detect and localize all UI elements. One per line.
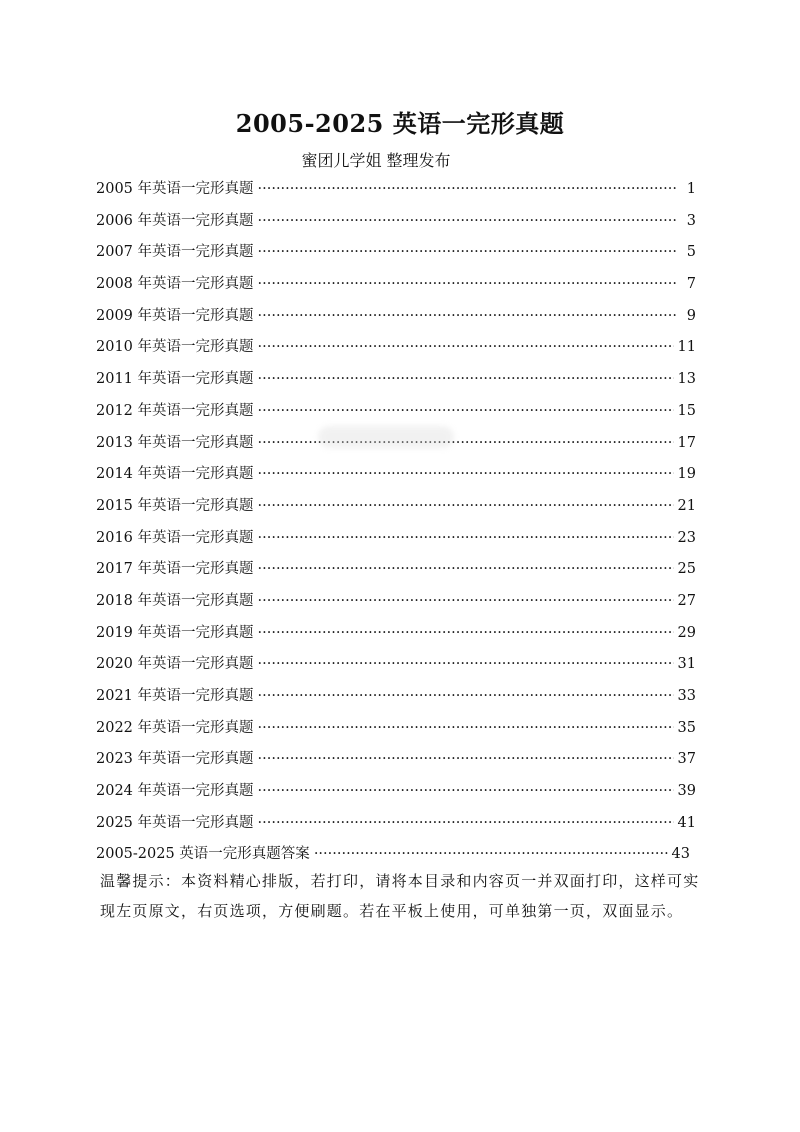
dot-leader: [258, 269, 676, 301]
dot-leader: [258, 649, 674, 681]
toc-page-number: 27: [677, 592, 696, 609]
dot-leader: [258, 459, 674, 491]
toc-entry-label: 2005-2025 英语一完形真题答案: [96, 846, 310, 863]
toc-entry-label: 2017 年英语一完形真题: [96, 561, 254, 578]
printing-tip: 温馨提示：本资料精心排版，若打印，请将本目录和内容页一并双面打印，这样可实现左页原文，右页选项，方便刷题。若在平板上使用，可单独第一页，双面显示。: [100, 872, 700, 920]
dot-leader: [258, 776, 674, 808]
toc-page-number: 35: [677, 719, 696, 736]
toc-entry-2025[interactable]: [96, 808, 696, 840]
toc-page-number: 17: [677, 434, 696, 451]
toc-entry-label: 2021 年英语一完形真题: [96, 688, 254, 704]
toc-entry-2023[interactable]: [96, 744, 696, 776]
toc-entry-label: 2018 年英语一完形真题: [96, 592, 254, 609]
dot-leader: [258, 808, 674, 840]
dot-leader: [258, 206, 676, 238]
dot-leader: [258, 554, 674, 586]
toc-entry-2019[interactable]: [96, 618, 696, 650]
toc-page-number: 9: [686, 307, 696, 324]
dot-leader: [258, 713, 674, 745]
toc-entry-2021[interactable]: [96, 681, 696, 713]
dot-leader: [258, 332, 674, 364]
toc-entry-2016[interactable]: [96, 523, 696, 555]
toc-entry-label: 2013 年英语一完形真题: [96, 434, 254, 451]
toc-entry-label: 2009 年英语一完形真题: [96, 307, 254, 324]
toc-page-number: 7: [686, 276, 696, 293]
dot-leader: [258, 586, 674, 618]
toc-entry-label: 2008 年英语一完形真题: [96, 276, 254, 293]
table-of-contents: [96, 174, 696, 871]
toc-entry-2008[interactable]: [96, 269, 696, 301]
toc-entry-2022[interactable]: [96, 713, 696, 745]
toc-entry-2017[interactable]: [96, 554, 696, 586]
dot-leader: [258, 301, 676, 333]
toc-page-number: 19: [677, 466, 696, 483]
toc-entry-label: 2007 年英语一完形真题: [96, 244, 254, 261]
toc-page-number: 39: [677, 783, 696, 800]
toc-page-number: 21: [677, 497, 696, 514]
dot-leader: [258, 396, 674, 428]
toc-entry-2010[interactable]: [96, 332, 696, 364]
toc-page-number: 33: [677, 688, 696, 704]
toc-entry-label: 2005 年英语一完形真题: [96, 181, 254, 197]
document-title: 2005-2025 英语一完形真题: [235, 109, 565, 138]
dot-leader: [258, 681, 674, 713]
toc-entry-2020[interactable]: [96, 649, 696, 681]
dot-leader: [258, 618, 674, 650]
toc-page-number: 43: [671, 846, 690, 863]
toc-entry-label: 2011 年英语一完形真题: [96, 371, 254, 388]
toc-entry-label: 2010 年英语一完形真题: [96, 339, 254, 356]
toc-page-number: 15: [677, 402, 696, 419]
toc-entry-2011[interactable]: [96, 364, 696, 396]
dot-leader: [258, 491, 674, 523]
toc-entry-label: 2023 年英语一完形真题: [96, 751, 254, 768]
toc-entry-label: 2019 年英语一完形真题: [96, 624, 254, 641]
toc-entry-label: 2016 年英语一完形真题: [96, 529, 254, 546]
toc-page-number: 25: [677, 561, 696, 578]
toc-entry-label: 2025 年英语一完形真题: [96, 814, 254, 831]
toc-entry-2005[interactable]: [96, 174, 696, 206]
toc-page-number: 3: [686, 212, 696, 229]
toc-page-number: 37: [677, 751, 696, 768]
dot-leader: [258, 237, 676, 269]
toc-entry-2024[interactable]: [96, 776, 696, 808]
toc-entry-2018[interactable]: [96, 586, 696, 618]
toc-entry-label: 2022 年英语一完形真题: [96, 719, 254, 736]
toc-page-number: 5: [686, 244, 696, 261]
scan-smudge: [318, 426, 454, 448]
toc-entry-2009[interactable]: [96, 301, 696, 333]
toc-page-number: 11: [677, 339, 696, 356]
dot-leader: [258, 364, 674, 396]
toc-entry-label: 2012 年英语一完形真题: [96, 402, 254, 419]
dot-leader: [258, 523, 674, 555]
dot-leader: [258, 744, 674, 776]
toc-entry-2015[interactable]: [96, 491, 696, 523]
toc-entry-label: 2015 年英语一完形真题: [96, 497, 254, 514]
toc-entry-2014[interactable]: [96, 459, 696, 491]
toc-page-number: 13: [677, 371, 696, 388]
toc-entry-2007[interactable]: [96, 237, 696, 269]
toc-entry-2012[interactable]: [96, 396, 696, 428]
toc-entry-label: 2014 年英语一完形真题: [96, 466, 254, 483]
toc-page-number: 31: [677, 656, 696, 673]
toc-page-number: 29: [677, 624, 696, 641]
toc-entry-label: 2006 年英语一完形真题: [96, 212, 254, 229]
toc-entry-2006[interactable]: [96, 206, 696, 238]
dot-leader: [258, 174, 676, 206]
toc-entry-label: 2024 年英语一完形真题: [96, 783, 254, 800]
toc-page-number: 1: [686, 181, 696, 197]
document-subtitle: 蜜团儿学姐 整理发布: [301, 151, 451, 170]
toc-page-number: 41: [677, 814, 696, 831]
toc-entry-label: 2020 年英语一完形真题: [96, 656, 254, 673]
toc-page-number: 23: [677, 529, 696, 546]
